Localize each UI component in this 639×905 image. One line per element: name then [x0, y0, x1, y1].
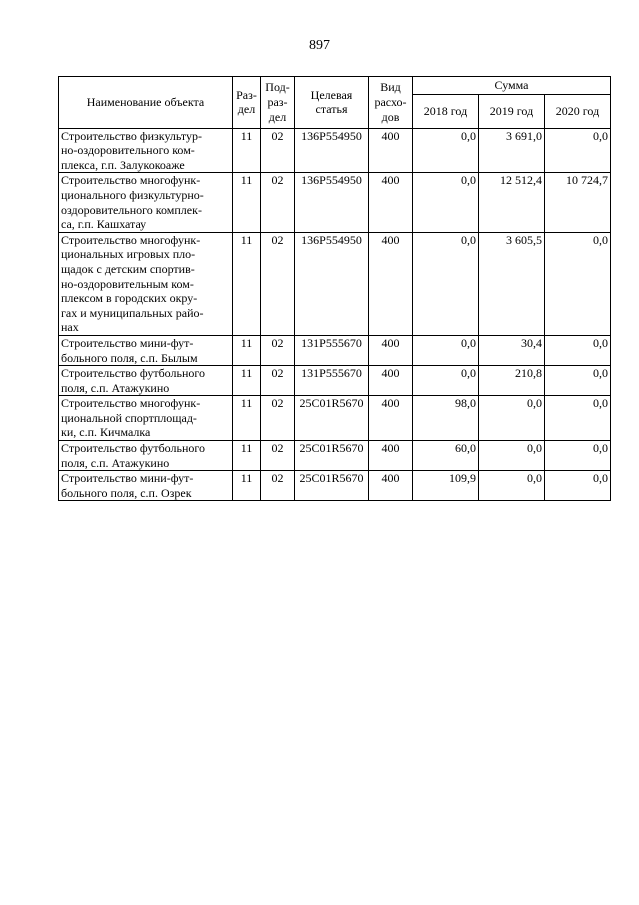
sum-2020-cell: 0,0	[545, 232, 611, 335]
header-year-2019: 2019 год	[479, 94, 545, 128]
object-name-line: плексом в городских окру-	[61, 291, 198, 306]
header-target-line: Целевая	[310, 87, 353, 102]
target-article-cell: 131P555670	[295, 335, 369, 365]
object-name-line: но-оздоровительным ком-	[61, 276, 194, 291]
target-article-cell: 136P554950	[295, 128, 369, 173]
subsection-cell: 02	[261, 441, 295, 471]
sum-2018-cell: 60,0	[413, 441, 479, 471]
object-name-line: щадок с детским спортив-	[61, 261, 195, 276]
header-subsection-line: раз-	[267, 95, 288, 109]
section-cell: 11	[233, 232, 261, 335]
object-name-line: больного поля, с.п. Былым	[61, 350, 198, 365]
target-article-cell: 25C01R5670	[295, 441, 369, 471]
sum-2019-cell: 12 512,4	[479, 173, 545, 232]
expense-type-cell: 400	[369, 173, 413, 232]
object-name-line: ки, с.п. Кичмалка	[61, 425, 151, 440]
object-name-line: Строительство мини-фут-	[61, 471, 194, 486]
subsection-cell: 02	[261, 335, 295, 365]
sum-2018-cell: 109,9	[413, 471, 479, 501]
object-name-line: Строительство футбольного	[61, 441, 206, 456]
object-name-line: ционального физкультурно-	[61, 187, 204, 202]
header-target-line: статья	[315, 102, 348, 117]
header-expense-line: Вид	[380, 80, 401, 95]
header-section	[233, 77, 261, 129]
header-subsection-line: Под-	[265, 80, 290, 95]
table-row	[59, 441, 611, 471]
sum-2019-cell: 3 691,0	[479, 128, 545, 173]
expense-type-cell: 400	[369, 335, 413, 365]
sum-2018-cell: 0,0	[413, 173, 479, 232]
sum-2019-cell: 30,4	[479, 335, 545, 365]
header-name: Наименование объекта	[59, 77, 233, 129]
object-name-line: Строительство мини-фут-	[61, 335, 194, 350]
sum-2018-cell: 0,0	[413, 366, 479, 396]
section-cell: 11	[233, 441, 261, 471]
expense-type-cell: 400	[369, 441, 413, 471]
object-name-line: гах и муниципальных райо-	[61, 305, 204, 320]
subsection-cell: 02	[261, 173, 295, 232]
sum-2018-cell: 0,0	[413, 128, 479, 173]
table-row	[59, 232, 611, 335]
section-cell: 11	[233, 335, 261, 365]
subsection-cell: 02	[261, 366, 295, 396]
header-section-line: дел	[237, 102, 256, 117]
page-number: 897	[309, 38, 330, 53]
object-name-cell	[59, 173, 233, 232]
sum-2020-cell: 0,0	[545, 471, 611, 501]
expense-type-cell: 400	[369, 396, 413, 441]
table-row	[59, 471, 611, 501]
object-name-cell	[59, 232, 233, 335]
object-name-line: плекса, г.п. Залукокоаже	[61, 157, 185, 172]
sum-2020-cell: 0,0	[545, 396, 611, 441]
table-body	[59, 128, 611, 501]
section-cell: 11	[233, 128, 261, 173]
expense-type-cell: 400	[369, 471, 413, 501]
object-name-cell	[59, 396, 233, 441]
object-name-cell	[59, 441, 233, 471]
sum-2019-cell: 210,8	[479, 366, 545, 396]
subsection-cell: 02	[261, 128, 295, 173]
section-cell: 11	[233, 396, 261, 441]
object-name-cell	[59, 335, 233, 365]
object-name-line: циональной спортплощад-	[61, 410, 197, 425]
sum-2019-cell: 0,0	[479, 396, 545, 441]
sum-2019-cell: 0,0	[479, 471, 545, 501]
object-name-line: Строительство футбольного	[61, 366, 206, 381]
sum-2018-cell: 0,0	[413, 335, 479, 365]
object-name-line: Строительство многофунк-	[61, 396, 201, 411]
table-row	[59, 173, 611, 232]
header-target	[295, 77, 369, 129]
object-name-line: больного поля, с.п. Озрек	[61, 485, 192, 500]
sum-2019-cell: 3 605,5	[479, 232, 545, 335]
subsection-cell: 02	[261, 471, 295, 501]
table-row	[59, 366, 611, 396]
header-sum: Сумма	[413, 77, 611, 95]
object-name-line: поля, с.п. Атажукино	[61, 455, 170, 470]
sum-2020-cell: 0,0	[545, 335, 611, 365]
sum-2020-cell: 10 724,7	[545, 173, 611, 232]
object-name-line: Строительство многофунк-	[61, 232, 201, 247]
target-article-cell: 136P554950	[295, 232, 369, 335]
table-row	[59, 335, 611, 365]
section-cell: 11	[233, 471, 261, 501]
table-row	[59, 396, 611, 441]
table-row	[59, 128, 611, 173]
header-section-line: Раз-	[236, 87, 257, 102]
expense-type-cell: 400	[369, 128, 413, 173]
section-cell: 11	[233, 366, 261, 396]
object-name-line: са, г.п. Кашхатау	[61, 217, 147, 232]
header-subsection-line: дел	[268, 109, 287, 124]
object-name-cell	[59, 471, 233, 501]
header-expense-line: расхо-	[374, 95, 407, 109]
budget-table	[58, 76, 611, 501]
header-expense	[369, 77, 413, 129]
object-name-line: но-оздоровительного ком-	[61, 143, 195, 158]
object-name-line: оздоровительного комплек-	[61, 202, 202, 217]
header-row-1	[59, 77, 611, 95]
header-year-2018: 2018 год	[413, 94, 479, 128]
object-name-cell	[59, 128, 233, 173]
target-article-cell: 131P555670	[295, 366, 369, 396]
expense-type-cell: 400	[369, 232, 413, 335]
expense-type-cell: 400	[369, 366, 413, 396]
sum-2020-cell: 0,0	[545, 128, 611, 173]
target-article-cell: 25C01R5670	[295, 396, 369, 441]
sum-2020-cell: 0,0	[545, 366, 611, 396]
sum-2018-cell: 98,0	[413, 396, 479, 441]
target-article-cell: 25C01R5670	[295, 471, 369, 501]
sum-2019-cell: 0,0	[479, 441, 545, 471]
section-cell: 11	[233, 173, 261, 232]
object-name-line: циональных игровых пло-	[61, 247, 196, 262]
header-subsection	[261, 77, 295, 129]
header-expense-line: дов	[381, 109, 400, 124]
subsection-cell: 02	[261, 396, 295, 441]
object-name-line: поля, с.п. Атажукино	[61, 380, 170, 395]
object-name-line: Строительство многофунк-	[61, 173, 201, 188]
header-year-2020: 2020 год	[545, 94, 611, 128]
target-article-cell: 136P554950	[295, 173, 369, 232]
sum-2020-cell: 0,0	[545, 441, 611, 471]
sum-2018-cell: 0,0	[413, 232, 479, 335]
object-name-line: Строительство физкультур-	[61, 128, 202, 143]
object-name-cell	[59, 366, 233, 396]
object-name-line: нах	[61, 320, 79, 335]
subsection-cell: 02	[261, 232, 295, 335]
